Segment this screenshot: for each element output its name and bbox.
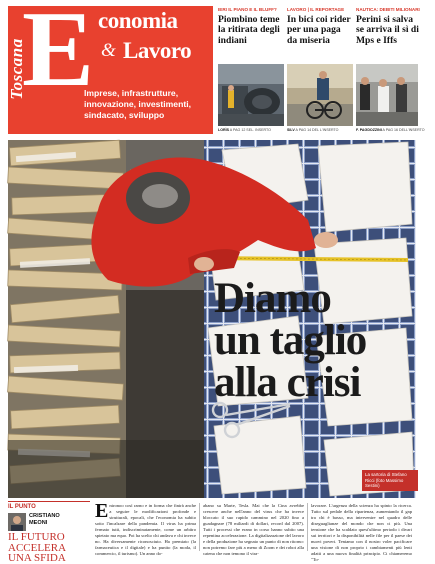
author-avatar xyxy=(8,513,26,531)
drop-cap: E xyxy=(95,500,109,522)
teaser-caption: SILV A PAG 14 DEL L'INSERTO xyxy=(287,128,339,132)
teaser-photo-steelworks xyxy=(218,64,284,126)
teaser-kicker: LAVORO | IL REPORTAGE xyxy=(287,7,345,12)
il-punto-title: IL FUTURO ACCELERA UNA SFIDA xyxy=(8,531,66,564)
masthead-title-line1: conomia xyxy=(98,8,178,33)
teaser-piombino[interactable] xyxy=(218,6,284,134)
teaser-title[interactable]: Perini si salva se arriva il sì di Mps e Iffs xyxy=(356,14,419,46)
masthead-region: Toscana xyxy=(7,38,26,100)
teaser-photo-rider xyxy=(287,64,353,126)
masthead-big-letter: E xyxy=(22,0,95,109)
teaser-title[interactable]: Piombino teme la ritirata degli indiani xyxy=(218,14,280,46)
teaser-rider[interactable] xyxy=(287,6,353,134)
teaser-caption: F. PAGDOZZINI A PAG 16 DELL'INSERTO xyxy=(356,128,425,132)
hero-photo-tailoring xyxy=(8,140,416,498)
teaser-kicker: NAUTICA: DEBITI MILIONARI xyxy=(356,7,420,12)
article-column-1: Entronoo così rarno e in forma che finirà anche a seguire le modificazioni profonde e strutturali, epocali, che l'economia ha subito sotto l'incalzare della pandemia. Il virus ha prima fermato tutti, indiscriminatamente, come un arbitro spietato ma equo. Poi ha scelto chi andava e chi invece no. Ha diversamente riconosciuto. Ha premiato (la farmaceutica e il digitale) e ha punito (la moda, il commercio, il turismo). Un anno do- xyxy=(95,500,196,556)
column-divider xyxy=(307,503,308,551)
masthead-tagline: Imprese, infrastrutture, innovazione, investimenti, sindacato, sviluppo xyxy=(84,88,191,120)
hero-headline: Diamo un taglio alla crisi xyxy=(214,275,367,406)
teaser-title[interactable]: In bici coi rider per una paga da miseria xyxy=(287,14,351,46)
teaser-photo-workers xyxy=(356,64,422,126)
teaser-perini[interactable] xyxy=(356,6,425,134)
hero-photo-credit: La sartoria di Stefano Ricci (foto Massimo Sestini) xyxy=(362,470,418,491)
article-column-2: abano su Marte, Tesla. Mai che la Cina avrebbe crescere anche nell'anno del virus che ha invece bloccato il suo rapido cammino nel 2020 fino a guadagnare (78 miliardi di dollari, record dal 2007). Tutti i processi che erano in corso hanno subito una repentina accelerazione. La digitalizzazione del lavoro e della produzione ha segnato un punto di non ritorno: non potremo fare più a meno di Zoom e dei robot alla catena che non temono il vira- xyxy=(203,503,304,556)
masthead xyxy=(7,0,213,134)
article-column-3: lavorare. L'urgenza della scienza ha spinto la ricerca. Tutto sul pedale della ripartenza, aumentando il gap tra chi è basso, ma intervenire nel quadro delle diseguaglianze del mondo che non ci più. Una tensione che ha scaldato quest'ultimo periodo i divari sui territori e la disponibilità nelle file per il paese dei nuovi poveri. Teniamo con il nostro voler pacificare una visione di non proprio i cambiamenti più lenti adatti a una nuova finalità principio. Ci chiameremo "To- xyxy=(311,503,412,562)
author-name: CRISTIANO MEONI xyxy=(29,513,60,526)
masthead-title-line2: Lavoro xyxy=(123,38,192,63)
column-divider xyxy=(199,503,200,551)
masthead-ampersand: & xyxy=(101,40,116,61)
il-punto-kicker: IL PUNTO xyxy=(8,504,36,510)
teaser-kicker: IERI IL PIANO E IL BLUFF? xyxy=(218,7,277,12)
teaser-caption: LORÌS A PAG 12 SEL. INSERTO xyxy=(218,128,271,132)
il-punto-box xyxy=(8,501,90,564)
